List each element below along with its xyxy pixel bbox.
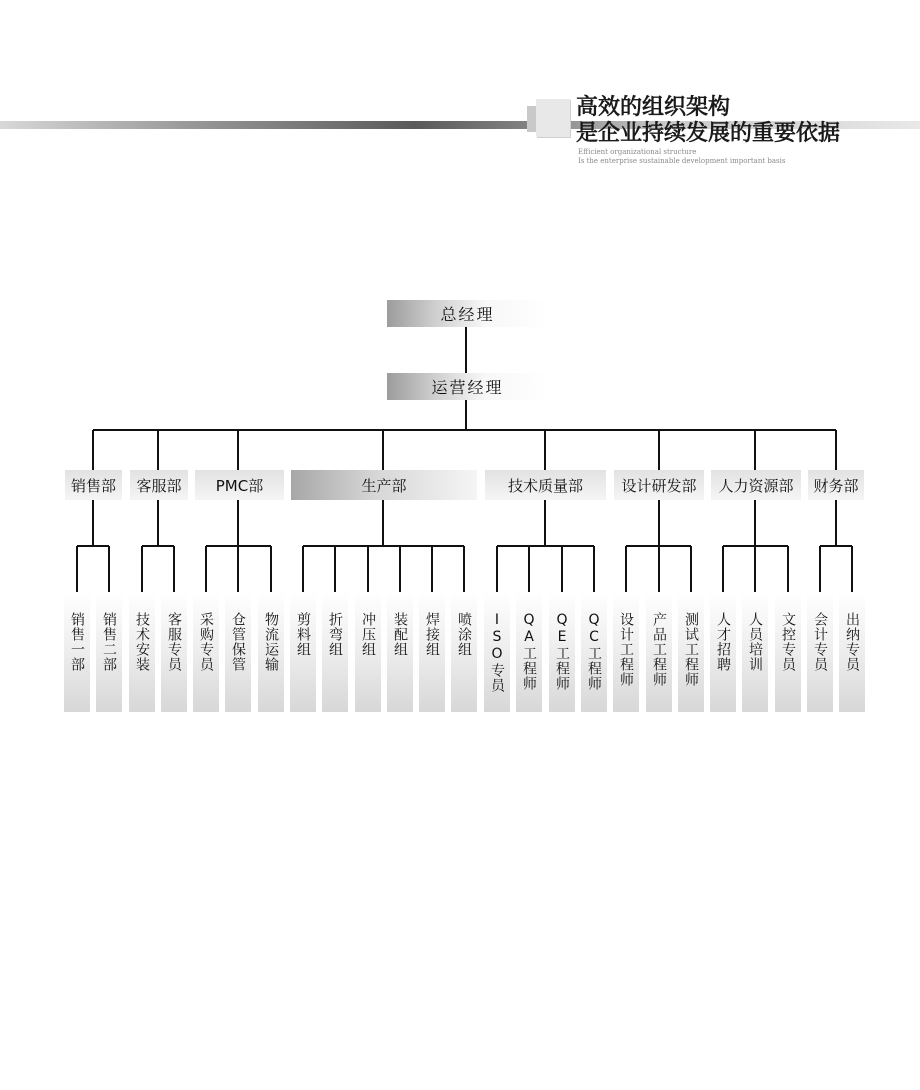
header-title-line1: 高效的组织架构 [576,94,731,120]
dept-design-rd: 设计研发部 [614,470,704,500]
unit-document-control: 文控专员 [775,592,801,712]
dept-hr: 人力资源部 [711,470,801,500]
unit-iso: ISO专员 [484,592,510,712]
dept-pmc: PMC部 [195,470,284,500]
unit-accounting: 会计专员 [807,592,833,712]
dept-sales: 销售部 [65,470,122,500]
dept-customer-service: 客服部 [130,470,188,500]
unit-cashier: 出纳专员 [839,592,865,712]
unit-stamping: 冲压组 [355,592,381,712]
unit-purchasing: 采购专员 [193,592,219,712]
unit-welding: 焊接组 [419,592,445,712]
unit-service-specialist: 客服专员 [161,592,187,712]
dept-finance: 财务部 [808,470,864,500]
unit-qa: QA工程师 [516,592,542,712]
unit-bending: 折弯组 [322,592,348,712]
unit-logistics: 物流运输 [258,592,284,712]
general-manager-box: 总经理 [387,300,548,327]
unit-recruiting: 人才招聘 [710,592,736,712]
unit-sales-2: 销售二部 [96,592,122,712]
unit-warehouse: 仓管保管 [225,592,251,712]
unit-painting: 喷涂组 [451,592,477,712]
unit-qe: QE工程师 [549,592,575,712]
unit-product-engineer: 产品工程师 [646,592,672,712]
header-title-line2: 是企业持续发展的重要依据 [576,120,841,146]
unit-sales-1: 销售一部 [64,592,90,712]
dept-production: 生产部 [291,470,477,500]
unit-training: 人员培训 [742,592,768,712]
unit-tech-install: 技术安装 [129,592,155,712]
header-subtitle-line1: Efficient organizational structure [578,148,697,156]
unit-assembly: 装配组 [387,592,413,712]
header-subtitle-line2: Is the enterprise sustainable development important basis [578,157,786,165]
dept-tech-quality: 技术质量部 [485,470,606,500]
unit-design-engineer: 设计工程师 [613,592,639,712]
operations-manager-box: 运营经理 [387,373,548,400]
unit-test-engineer: 测试工程师 [678,592,704,712]
unit-cutting: 剪料组 [290,592,316,712]
unit-qc: QC工程师 [581,592,607,712]
